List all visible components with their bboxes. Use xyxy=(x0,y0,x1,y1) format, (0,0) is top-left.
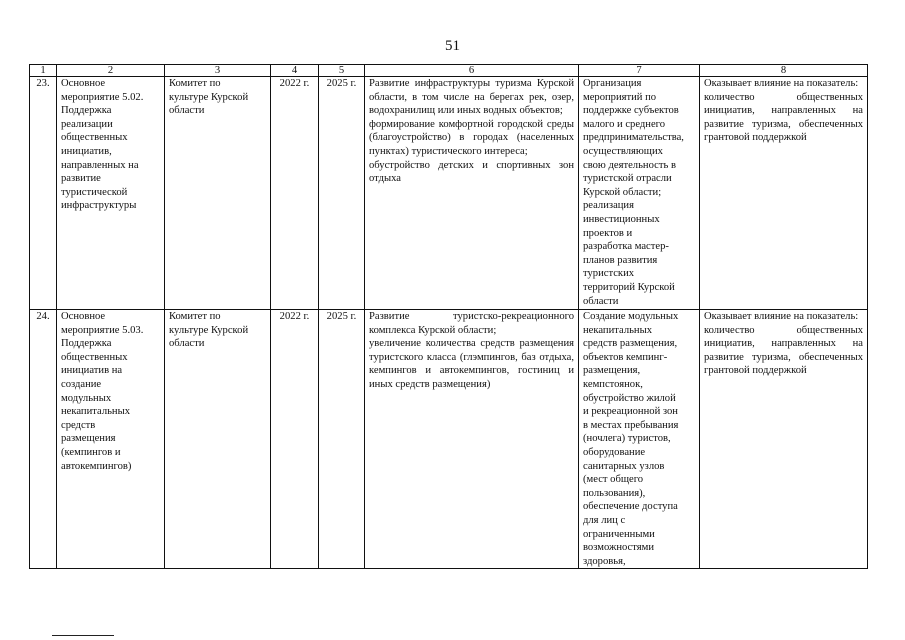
column-number: 8 xyxy=(700,65,868,77)
cell-text-line: пользования), xyxy=(583,487,646,499)
cell-text-line: (ночлега) туристов, xyxy=(583,433,671,445)
cell-text-line: в местах пребывания xyxy=(583,419,679,431)
row-number: 23. xyxy=(30,77,57,310)
cell-text-line: развитие xyxy=(61,173,101,185)
cell-text-line: поддержке субъектов xyxy=(583,105,679,117)
cell-text-line: (мест общего xyxy=(583,474,644,486)
cell-text-line: проектов и xyxy=(583,227,633,239)
cell-text-line: мероприятий по xyxy=(583,91,657,103)
cell-text-line: средств размещения, xyxy=(583,338,678,350)
cell-text-line: свою деятельность в xyxy=(583,159,676,171)
footnote-rule xyxy=(52,635,114,636)
column-number-row xyxy=(30,65,868,77)
cell-text-line: формирование комфортной городской среды (благоустройство) в городах (населенных пунктах) туристического интереса; xyxy=(369,118,574,157)
cell-text-line: некапитальных xyxy=(61,406,131,418)
cell-text-line: обустройство детских и спортивных зон отдыха xyxy=(369,159,574,185)
end-year-cell: 2025 г. xyxy=(319,77,365,310)
cell-text-line: Организация xyxy=(583,78,642,89)
cell-text-line: размещения, xyxy=(583,365,641,377)
cell-text-line: Развитие туристско-рекреационного комплекса Курской области; xyxy=(369,311,574,336)
cell-text-line: инициатив на xyxy=(61,365,123,377)
start-year-cell: 2022 г. xyxy=(271,310,319,569)
cell-text-line: Комитет по xyxy=(169,78,221,89)
activities-cell xyxy=(579,310,700,569)
cell-text-line: туристской отрасли xyxy=(583,173,672,185)
cell-text-line: средств xyxy=(61,419,96,431)
cell-text-line: объектов кемпинг- xyxy=(583,351,668,363)
page-number: 51 xyxy=(445,38,460,54)
cell-text-line: реализации xyxy=(61,118,113,130)
measures-table xyxy=(29,64,868,569)
cell-text-line: автокемпингов) xyxy=(61,460,132,472)
column-number: 3 xyxy=(165,65,271,77)
cell-text-line: предпринимательства, xyxy=(583,132,684,144)
cell-text-line: культуре Курской xyxy=(169,324,249,336)
cell-text-line: инициатив, xyxy=(61,145,112,157)
cell-text-line: Развитие инфраструктуры туризма Курской области, в том числе на берегах рек, озер, водохранилищ или иных водных объектов; xyxy=(369,78,574,117)
column-number: 4 xyxy=(271,65,319,77)
cell-text-line: Основное xyxy=(61,78,106,89)
cell-text-line: Оказывает влияние на показатель: xyxy=(704,78,859,89)
cell-text-line: ограниченными xyxy=(583,528,655,540)
cell-text-line: Комитет по xyxy=(169,311,221,322)
cell-text-line: планов развития xyxy=(583,254,658,266)
cell-text-line: реализация xyxy=(583,200,634,212)
cell-text-line: Поддержка xyxy=(61,105,112,117)
measure-cell xyxy=(57,77,165,310)
cell-text-line: направленных на xyxy=(61,159,139,171)
cell-text-line: мероприятие 5.02. xyxy=(61,91,144,103)
cell-text-line: общественных xyxy=(61,351,128,363)
cell-text-line: области xyxy=(169,338,205,350)
column-number: 1 xyxy=(30,65,57,77)
cell-text-line: области xyxy=(169,105,205,117)
cell-text-line: Оказывает влияние на показатель: xyxy=(704,311,859,322)
column-number: 5 xyxy=(319,65,365,77)
cell-text-line: туристической xyxy=(61,186,128,198)
cell-text-line: возможностями xyxy=(583,542,654,554)
expected-result-cell xyxy=(365,77,579,310)
impact-cell xyxy=(700,310,868,569)
table-row xyxy=(30,310,868,569)
cell-text-line: размещения xyxy=(61,433,116,445)
cell-text-line: осуществляющих xyxy=(583,145,663,157)
cell-text-line: некапитальных xyxy=(583,324,653,336)
cell-text-line: Создание модульных xyxy=(583,311,679,322)
row-number: 24. xyxy=(30,310,57,569)
cell-text-line: территорий Курской xyxy=(583,281,675,293)
cell-text-line: разработка мастер- xyxy=(583,241,669,253)
cell-text-line: Курской области; xyxy=(583,186,662,198)
cell-text-line: количество общественных инициатив, направленных на развитие туризма, обеспеченных грантовой поддержкой xyxy=(704,324,863,377)
expected-result-cell xyxy=(365,310,579,569)
cell-text-line: увеличение количества средств размещения туристского класса (глэмпингов, баз отдыха, кемпингов и автокемпингов, гостиниц и иных средств размещения) xyxy=(369,338,574,390)
cell-text-line: кемпстоянок, xyxy=(583,378,643,390)
cell-text-line: создание xyxy=(61,378,102,390)
cell-text-line: модульных xyxy=(61,392,112,404)
cell-text-line: культуре Курской xyxy=(169,91,249,103)
activities-cell xyxy=(579,77,700,310)
end-year-cell: 2025 г. xyxy=(319,310,365,569)
cell-text-line: общественных xyxy=(61,132,128,144)
cell-text-line: обеспечение доступа xyxy=(583,501,678,513)
cell-text-line: для лиц с xyxy=(583,514,626,526)
cell-text-line: Основное xyxy=(61,311,106,322)
column-number: 6 xyxy=(365,65,579,77)
cell-text-line: малого и среднего xyxy=(583,118,666,130)
executor-cell xyxy=(165,310,271,569)
cell-text-line: Поддержка xyxy=(61,338,112,350)
start-year-cell: 2022 г. xyxy=(271,77,319,310)
cell-text-line: мероприятие 5.03. xyxy=(61,324,144,336)
cell-text-line: здоровья, xyxy=(583,555,626,567)
cell-text-line: количество общественных инициатив, направленных на развитие туризма, обеспеченных грантовой поддержкой xyxy=(704,91,863,144)
cell-text-line: области xyxy=(583,295,619,307)
impact-cell xyxy=(700,77,868,310)
column-number: 2 xyxy=(57,65,165,77)
cell-text-line: инвестиционных xyxy=(583,213,660,225)
table-row xyxy=(30,77,868,310)
cell-text-line: инфраструктуры xyxy=(61,200,137,212)
cell-text-line: (кемпингов и xyxy=(61,446,121,458)
cell-text-line: санитарных узлов xyxy=(583,460,665,472)
cell-text-line: и рекреационной зон xyxy=(583,406,678,418)
cell-text-line: туристских xyxy=(583,268,635,280)
measure-cell xyxy=(57,310,165,569)
executor-cell xyxy=(165,77,271,310)
cell-text-line: оборудование xyxy=(583,446,646,458)
cell-text-line: обустройство жилой xyxy=(583,392,676,404)
column-number: 7 xyxy=(579,65,700,77)
